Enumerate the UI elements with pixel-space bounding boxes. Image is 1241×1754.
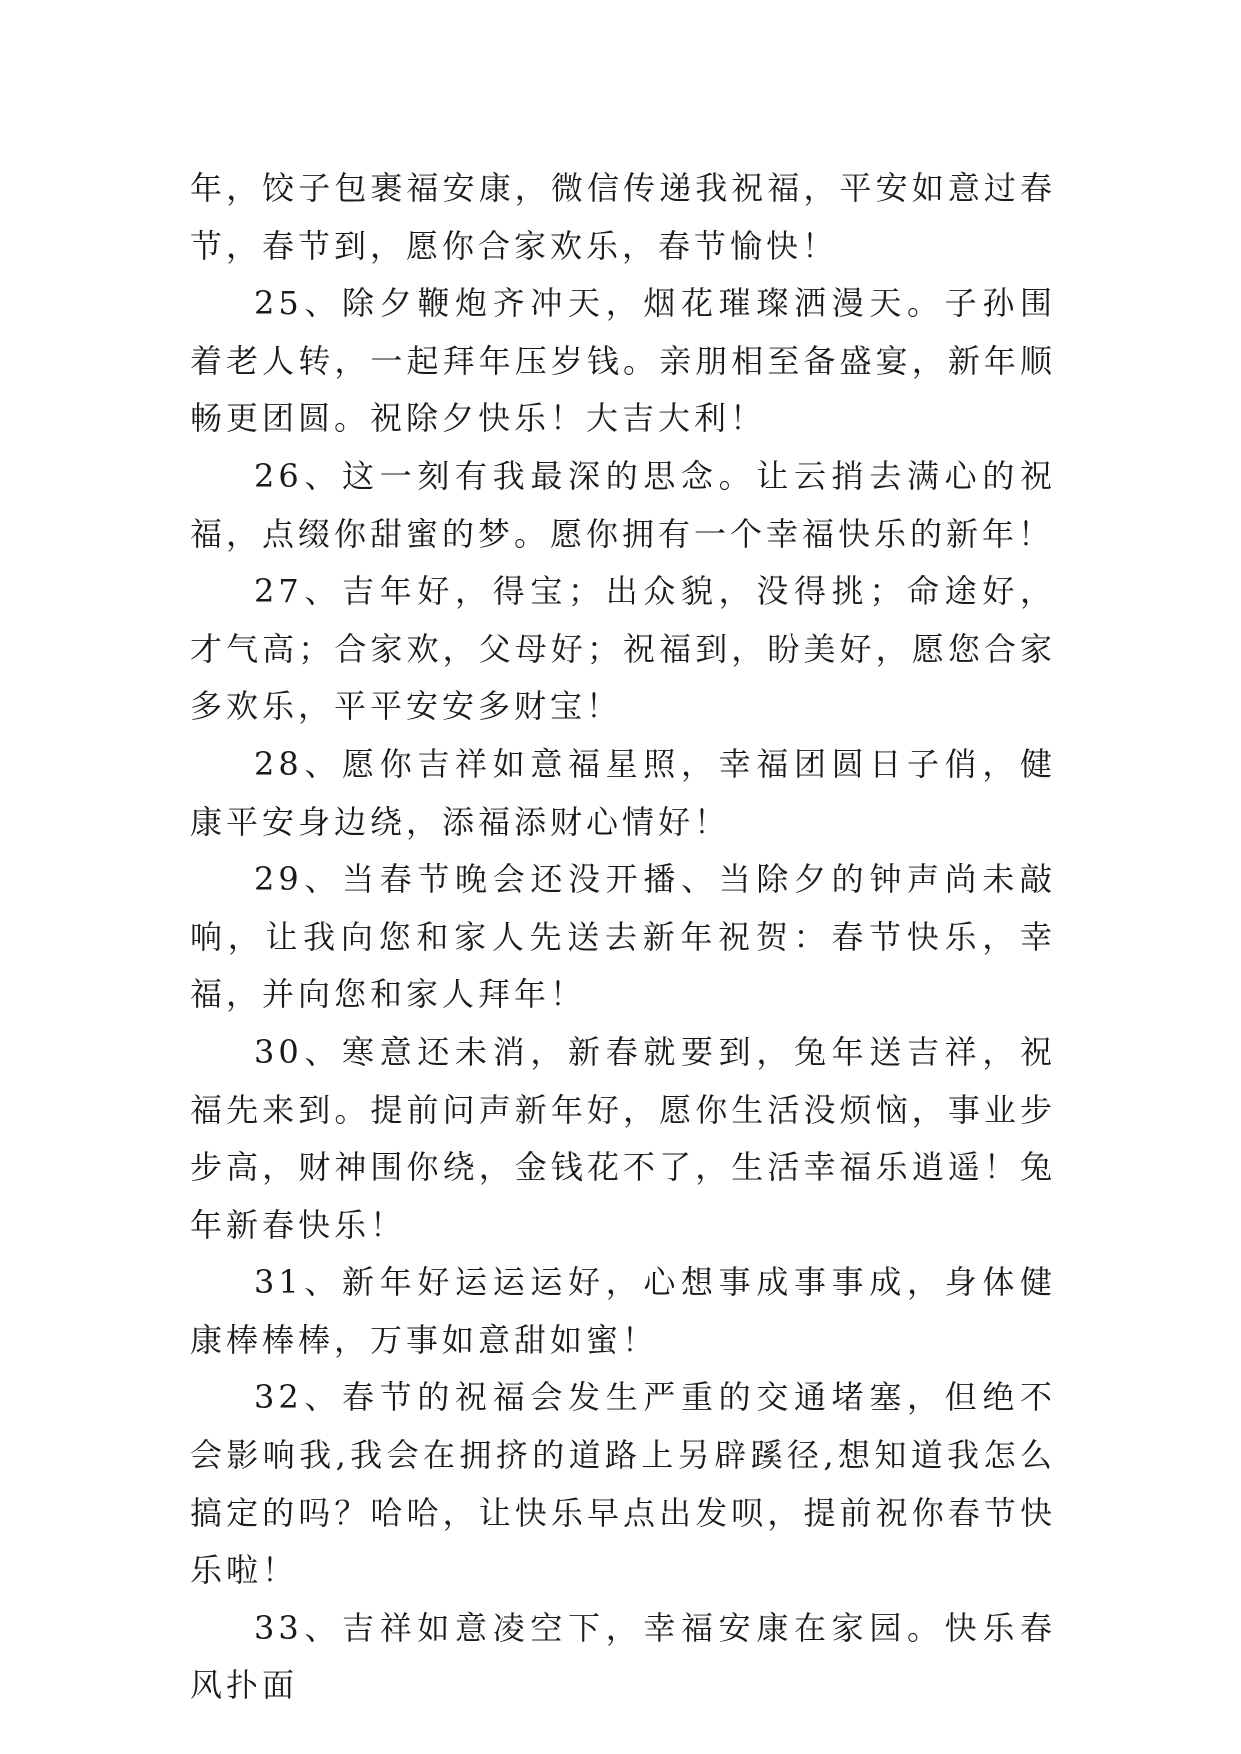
paragraph-item-26: 26、这一刻有我最深的思念。让云捎去满心的祝福，点缀你甜蜜的梦。愿你拥有一个幸福快乐的新年！ [190,456,1056,553]
paragraph-item-27: 27、吉年好，得宝；出众貌，没得挑；命途好，才气高；合家欢，父母好；祝福到，盼美好，愿您合家多欢乐，平平安安多财宝！ [190,572,1056,726]
paragraph-item-29: 29、当春节晚会还没开播、当除夕的钟声尚未敲响，让我向您和家人先送去新年祝贺：春节快乐，幸福，并向您和家人拜年！ [190,860,1056,1014]
paragraph-item-33: 33、吉祥如意凌空下，幸福安康在家园。快乐春风扑面 [190,1608,1056,1705]
paragraph-item-30: 30、寒意还未消，新春就要到，兔年送吉祥，祝福先来到。提前问声新年好，愿你生活没烦恼，事业步步高，财神围你绕，金钱花不了，生活幸福乐逍遥！兔年新春快乐！ [190,1032,1056,1244]
document-body [190,160,1056,1715]
paragraph-item-32: 32、春节的祝福会发生严重的交通堵塞，但绝不会影响我,我会在拥挤的道路上另辟蹊径,想知道我怎么搞定的吗？哈哈，让快乐早点出发呗，提前祝你春节快乐啦！ [190,1378,1056,1590]
paragraph-item-31: 31、新年好运运运好，心想事成事事成，身体健康棒棒棒，万事如意甜如蜜！ [190,1263,1056,1359]
paragraph-item-25: 25、除夕鞭炮齐冲天，烟花璀璨洒漫天。子孙围着老人转，一起拜年压岁钱。亲朋相至备盛宴，新年顺畅更团圆。祝除夕快乐！大吉大利！ [190,284,1056,438]
paragraph-item-28: 28、愿你吉祥如意福星照，幸福团圆日子俏，健康平安身边绕，添福添财心情好！ [190,744,1056,841]
paragraph-continuation: 年，饺子包裹福安康，微信传递我祝福，平安如意过春节，春节到，愿你合家欢乐，春节愉快！ [190,169,1056,265]
